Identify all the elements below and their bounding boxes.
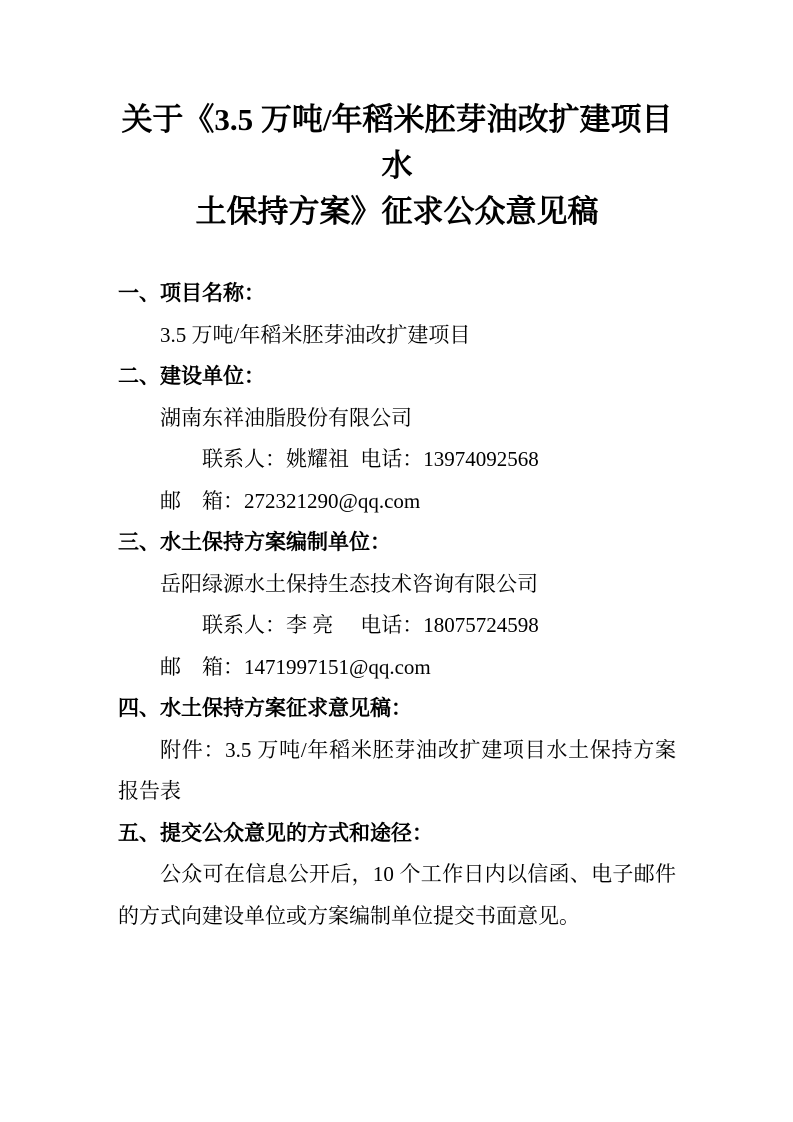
plan-compiler-company: 岳阳绿源水土保持生态技术咨询有限公司: [160, 571, 538, 596]
document-title: [118, 97, 676, 235]
construction-unit-phone: 电话：13974092568: [360, 447, 539, 471]
section-plan-compiler: [118, 522, 676, 688]
construction-unit-contact-line: [118, 439, 676, 481]
plan-compiler-contact-person: 联系人：李 亮: [202, 613, 334, 637]
section-3-heading: 三、水土保持方案编制单位：: [118, 531, 391, 554]
section-submission-methods: [118, 813, 676, 938]
section-2-heading: 二、建设单位：: [118, 365, 265, 388]
section-1-heading: 一、项目名称：: [118, 282, 265, 305]
section-5-heading: 五、提交公众意见的方式和途径：: [118, 821, 433, 845]
plan-compiler-phone: 电话：18075724598: [360, 613, 539, 637]
document-title-line-1: 关于《3.5 万吨/年稻米胚芽油改扩建项目水: [121, 102, 673, 183]
submission-methods-text: 公众可在信息公开后，10 个工作日内以信函、电子邮件的方式向建设单位或方案编制单位提交书面意见。: [118, 862, 676, 928]
section-project-name: [118, 273, 676, 356]
document-title-line-2: 土保持方案》征求公众意见稿: [195, 194, 599, 229]
section-4-heading: 四、水土保持方案征求意见稿：: [118, 697, 412, 720]
section-draft-attachment: [118, 688, 676, 813]
construction-unit-company: 湖南东祥油脂股份有限公司: [160, 405, 412, 430]
construction-unit-contact-person: 联系人：姚耀祖: [202, 447, 349, 471]
plan-compiler-contact-line: [118, 605, 676, 647]
section-construction-unit: [118, 356, 676, 522]
construction-unit-email: 邮 箱：272321290@qq.com: [160, 488, 421, 513]
draft-attachment-text: 附件：3.5 万吨/年稻米胚芽油改扩建项目水土保持方案报告表: [118, 737, 676, 803]
plan-compiler-email: 邮 箱：1471997151@qq.com: [160, 654, 431, 679]
project-name-value: 3.5 万吨/年稻米胚芽油改扩建项目: [160, 322, 471, 347]
